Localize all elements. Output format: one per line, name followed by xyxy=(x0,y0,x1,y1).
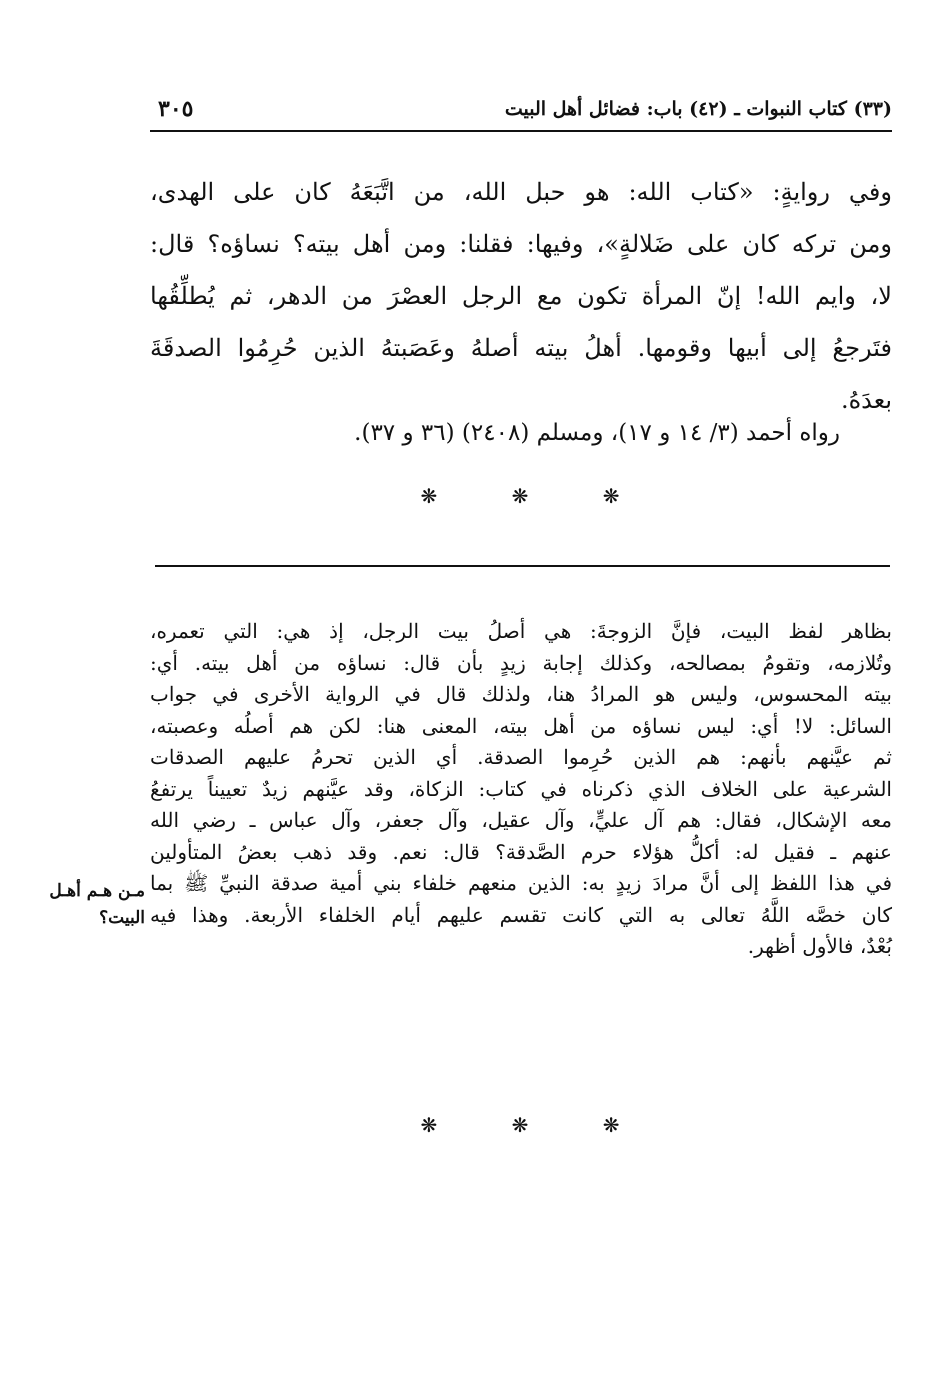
end-separator-stars xyxy=(150,1113,892,1137)
commentary-line: وتُلازمه، وتقومُ بمصالحه، وكذلك إجابة زيدٍ بأن قال: نساؤه من أهل بيته. أي: xyxy=(150,650,892,675)
commentary-line: عنهم ـ فقيل له: أكلُّ هؤلاء حرم الصَّدقة؟ قال: نعم. وقد ذهب بعضُ المتأولين xyxy=(150,839,892,864)
commentary-line: في هذا اللفظ إلى أنَّ مرادَ زيدٍ به: الذين منعهم خلفاء بني أمية صدقة النبيِّ ﷺ بما xyxy=(150,871,892,895)
footnote-divider xyxy=(155,565,890,567)
commentary-text xyxy=(150,616,892,963)
hadith-line: وفي روايةٍ: «كتاب الله: هو حبل الله، من اتَّبَعَهُ كان على الهدى، xyxy=(150,178,892,206)
star-ornament: ❋ xyxy=(420,484,440,508)
hadith-text xyxy=(150,166,892,426)
page-number: ٣٠٥ xyxy=(158,96,194,122)
commentary-line: السائل: لا! أي: ليس نساؤه من أهل بيته، المعنى هنا: لكن هم أصلُه وعصبته، xyxy=(150,713,892,738)
hadith-line: لا، وايم الله! إنّ المرأة تكون مع الرجل العصْرَ من الدهر، ثم يُطلِّقُها xyxy=(150,282,892,310)
commentary-line: ثم عيَّنهم بأنهم: هم الذين حُرِموا الصدقة. أي الذين تحرمُ عليهم الصدقات xyxy=(150,745,892,769)
star-ornament: ❋ xyxy=(511,484,531,508)
hadith-line: فتَرجعُ إلى أبيها وقومها. أهلُ بيته أصلهُ وعَصَبتهُ الذين حُرِمُوا الصدقَةَ xyxy=(150,334,892,362)
header-title: (٣٣) كتاب النبوات ـ (٤٢) باب: فضائل أهل البيت xyxy=(504,98,892,120)
star-ornament: ❋ xyxy=(602,1113,622,1137)
running-header xyxy=(150,96,892,132)
commentary-line: الشرعية على الخلاف الذي ذكرناه في كتاب: الزكاة، وقد عيَّنهم زيدٌ تعييناً يرتفعُ xyxy=(150,776,892,801)
commentary-line: بيته المحسوس، وليس هو المرادُ هنا، ولذلك قال في الرواية الأخرى في جواب xyxy=(150,682,892,706)
commentary-line: معه الإشكال، فقال: هم آل عليٍّ، وآل عقيل، وآل جعفر، وآل عباس ـ رضي الله xyxy=(150,808,892,832)
star-ornament: ❋ xyxy=(511,1113,531,1137)
hadith-citation: رواه أحمد (٣/ ١٤ و ١٧)، ومسلم (٢٤٠٨) (٣٦ و ٣٧). xyxy=(354,420,840,446)
hadith-line: ومن تركه كان على ضَلالةٍ»، وفيها: فقلنا: ومن أهل بيته؟ نساؤه؟ قال: xyxy=(150,230,892,258)
star-ornament: ❋ xyxy=(420,1113,440,1137)
section-separator-stars xyxy=(150,484,892,508)
hadith-line: بعدَهُ. xyxy=(840,386,892,414)
margin-note: مـن هـم أهـل البيت؟ xyxy=(49,881,145,928)
star-ornament: ❋ xyxy=(602,484,622,508)
commentary-line: بظاهر لفظ البيت، فإنَّ الزوجةَ: هي أصلُ بيت الرجل، إذ هي: التي تعمره، xyxy=(150,619,892,643)
commentary-line: كان خصَّه اللَّهُ تعالى به التي كانت تقسم عليهم أيام الخلفاء الأربعة. وهذا فيه xyxy=(150,902,892,927)
commentary-line: بُعْدٌ، فالأول أظهر. xyxy=(747,934,892,958)
